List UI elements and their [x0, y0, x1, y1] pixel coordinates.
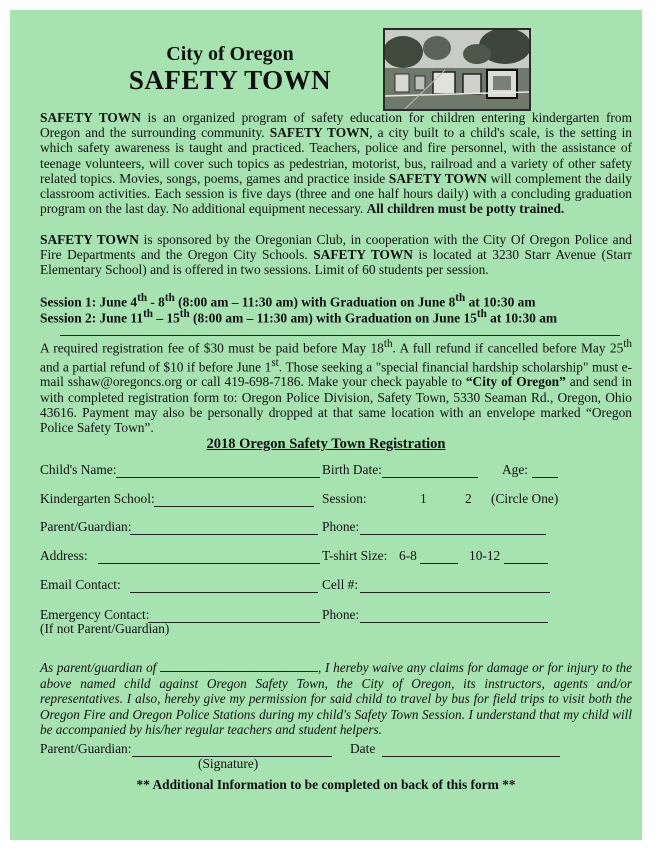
safety-town-photo: [383, 28, 531, 111]
sponsor-paragraph: SAFETY TOWN is sponsored by the Oregonian Club, in cooperation with the City Of Oregon Police and Fire Departments and the Oregon City Schools. SAFETY TOWN is located at 3230 Starr Avenue (Starr Elementary School) and is offered in two sessions. Limit of 60 students per session.: [40, 232, 632, 278]
session-option-1[interactable]: 1: [420, 491, 427, 506]
size-6-8-label: 6-8: [399, 548, 417, 563]
emergency-phone-field[interactable]: [360, 622, 548, 623]
page-title: SAFETY TOWN: [128, 65, 332, 95]
session-2-dates: Session 2: June 11th – 15th (8:00 am – 11:30 am) with Graduation on June 15th at 10:30 am: [40, 308, 558, 326]
date-field[interactable]: [382, 756, 560, 757]
program-description: SAFETY TOWN is an organized program of safety education for children entering kindergarten from Oregon and the surrounding community. SAFETY TOWN, a city built to a child's scale, is the setting in which safety awareness is taught and practiced. Teachers, police and fire personnel, with the assistance of teenage volunteers, will cover such topics as pedestrian, motorist, bus, railroad and a variety of other safety related topics. Movies, songs, poems, games and practice inside SAFETY TOWN will complement the daily classroom activities. Each session is five days (three and one half hours daily) with a concluding graduation program on the last day. No additional equipment necessary. All children must be potty trained.: [40, 110, 632, 217]
back-of-form-note: ** Additional Information to be completed on back of this form **: [136, 777, 516, 792]
signature-parent-label: Parent/Guardian:: [40, 741, 132, 756]
age-label: Age:: [502, 462, 529, 477]
session-1-dates: Session 1: June 4th - 8th (8:00 am – 11:30 am) with Graduation on June 8th at 10:30 am: [40, 292, 536, 310]
cell-field[interactable]: [360, 592, 550, 593]
parent-field[interactable]: [130, 534, 318, 535]
registration-title: 2018 Oregon Safety Town Registration: [206, 436, 446, 452]
address-label: Address:: [40, 548, 88, 563]
date-label: Date: [350, 741, 376, 756]
session-option-2[interactable]: 2: [465, 491, 472, 506]
signature-caption: (Signature): [198, 756, 259, 771]
city-heading: City of Oregon: [166, 43, 294, 65]
parent-label: Parent/Guardian:: [40, 519, 132, 534]
emergency-label: Emergency Contact:: [40, 607, 150, 622]
brand-name: SAFETY TOWN: [388, 170, 487, 186]
brand-name: SAFETY TOWN: [313, 247, 413, 263]
email-label: Email Contact:: [40, 577, 121, 592]
waiver-child-name-field[interactable]: [160, 660, 318, 672]
emergency-phone-label: Phone:: [322, 607, 360, 622]
childs-name-label: Child's Name:: [40, 462, 117, 477]
waiver-paragraph: As parent/guardian of , I hereby waive any claims for damage or for injury to the above named child against Oregon Safety Town, the City of Oregon, its instructors, agents and/or representatives. I also, hereby give my permission for said child to travel by bus for field trips to visit both the Oregon Fire and Oregon Police Stations during my child's Safety Town Session. I understand that my child will be accompanied by his/her regular teachers and student helpers.: [40, 660, 632, 737]
birth-date-label: Birth Date:: [322, 462, 382, 477]
registration-flyer: [10, 10, 642, 840]
size-6-8-field[interactable]: [420, 563, 458, 564]
address-field[interactable]: [98, 563, 320, 564]
emergency-field[interactable]: [148, 622, 320, 623]
cell-label: Cell #:: [322, 577, 359, 592]
circle-one-note: (Circle One): [491, 491, 559, 506]
age-field[interactable]: [532, 477, 558, 478]
section-divider: [60, 335, 620, 336]
email-field[interactable]: [130, 592, 318, 593]
fee-paragraph: A required registration fee of $30 must be paid before May 18th. A full refund if cancelled before May 25th and a partial refund of $10 if before June 1st. Those seeking a "special financial hardship scholarship" must e-mail sshaw@oregoncs.org or call 419-698-7186. Make your check payable to “City of Oregon” and send in with completed registration form to: Oregon Police Division, Safety Town, 5330 Seaman Rd., Oregon, Ohio 43616. Payment may also be personally dropped at that same location with an envelope marked “Oregon Police Safety Town”.: [40, 338, 633, 435]
brand-name: SAFETY TOWN: [40, 232, 139, 247]
size-10-12-label: 10-12: [469, 548, 501, 563]
session-label: Session:: [322, 491, 367, 506]
kindergarten-field[interactable]: [154, 506, 314, 507]
if-not-parent-note: (If not Parent/Guardian): [40, 621, 170, 636]
phone-label: Phone:: [322, 519, 360, 534]
potty-trained-note: All children must be potty trained.: [366, 201, 565, 217]
tshirt-label: T-shirt Size:: [322, 548, 388, 563]
kindergarten-label: Kindergarten School:: [40, 491, 155, 506]
size-10-12-field[interactable]: [504, 563, 548, 564]
brand-name: SAFETY TOWN: [269, 125, 370, 141]
childs-name-field[interactable]: [116, 477, 320, 478]
birth-date-field[interactable]: [382, 477, 478, 478]
brand-name: SAFETY TOWN: [40, 110, 141, 125]
phone-field[interactable]: [360, 534, 546, 535]
payable-to: “City of Oregon”: [465, 374, 566, 390]
